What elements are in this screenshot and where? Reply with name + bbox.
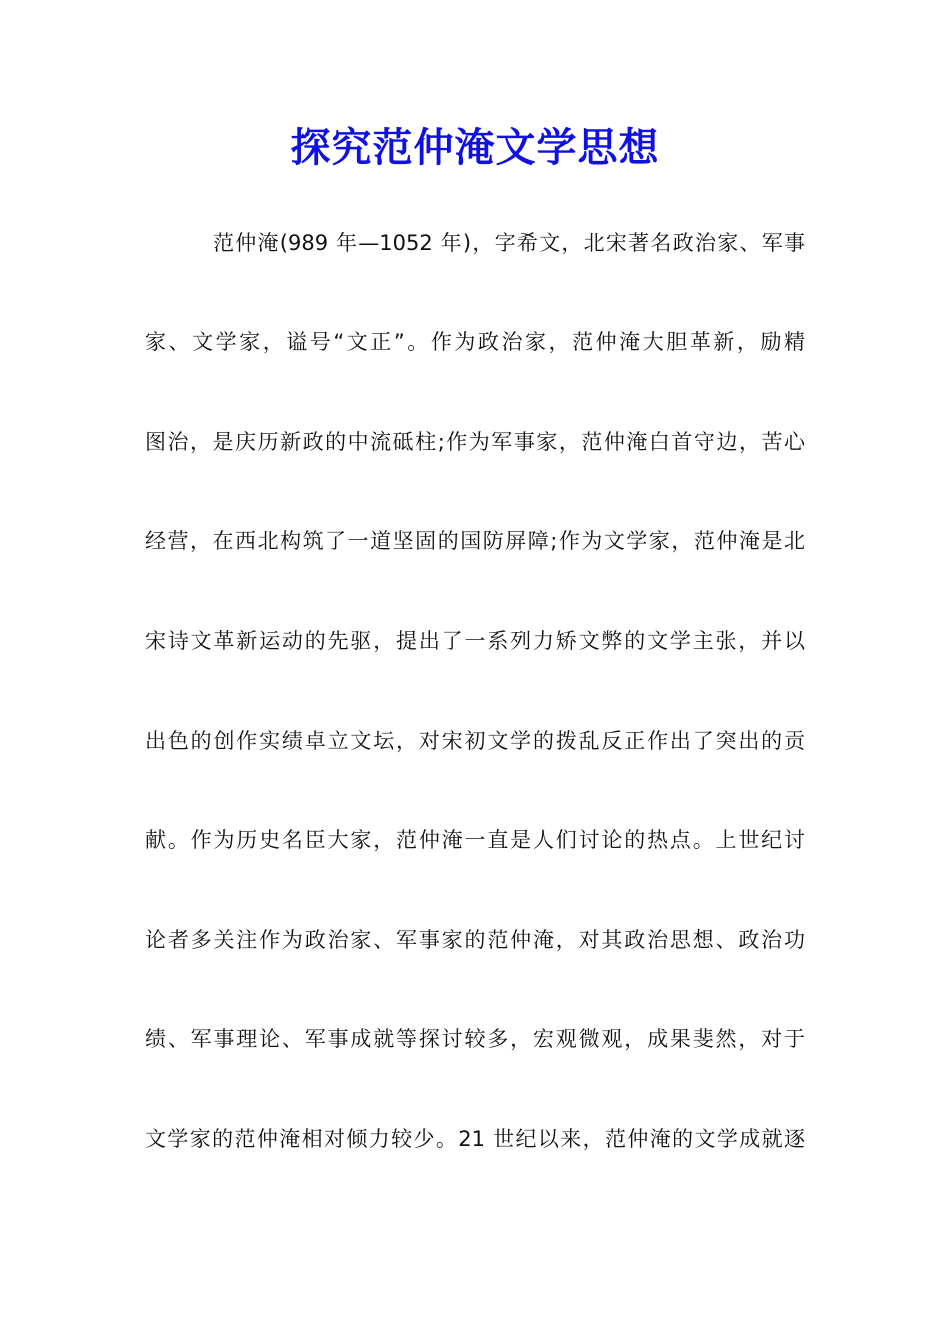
paragraph-line: 出色的创作实绩卓立文坛，对宋初文学的拨乱反正作出了突出的贡 xyxy=(145,729,805,753)
paragraph-line: 家、文学家，谥号“文正”。作为政治家，范仲淹大胆革新，励精 xyxy=(145,330,805,354)
paragraph-line: 图治，是庆历新政的中流砥柱;作为军事家，范仲淹白首守边，苦心 xyxy=(145,430,805,454)
document-title: 探究范仲淹文学思想 xyxy=(290,124,660,171)
paragraph-line: 绩、军事理论、军事成就等探讨较多，宏观微观，成果斐然，对于 xyxy=(145,1027,805,1051)
paragraph-line: 宋诗文革新运动的先驱，提出了一系列力矫文弊的文学主张，并以 xyxy=(145,629,805,653)
paragraph-line: 献。作为历史名臣大家，范仲淹一直是人们讨论的热点。上世纪讨 xyxy=(145,828,805,852)
paragraph-line: 论者多关注作为政治家、军事家的范仲淹，对其政治思想、政治功 xyxy=(145,928,805,952)
paragraph-line: 文学家的范仲淹相对倾力较少。21 世纪以来，范仲淹的文学成就逐 xyxy=(145,1127,805,1151)
paragraph-line: 范仲淹(989 年—1052 年)，字希文，北宋著名政治家、军事 xyxy=(213,231,805,255)
paragraph-line: 经营，在西北构筑了一道坚固的国防屏障;作为文学家，范仲淹是北 xyxy=(145,529,805,553)
